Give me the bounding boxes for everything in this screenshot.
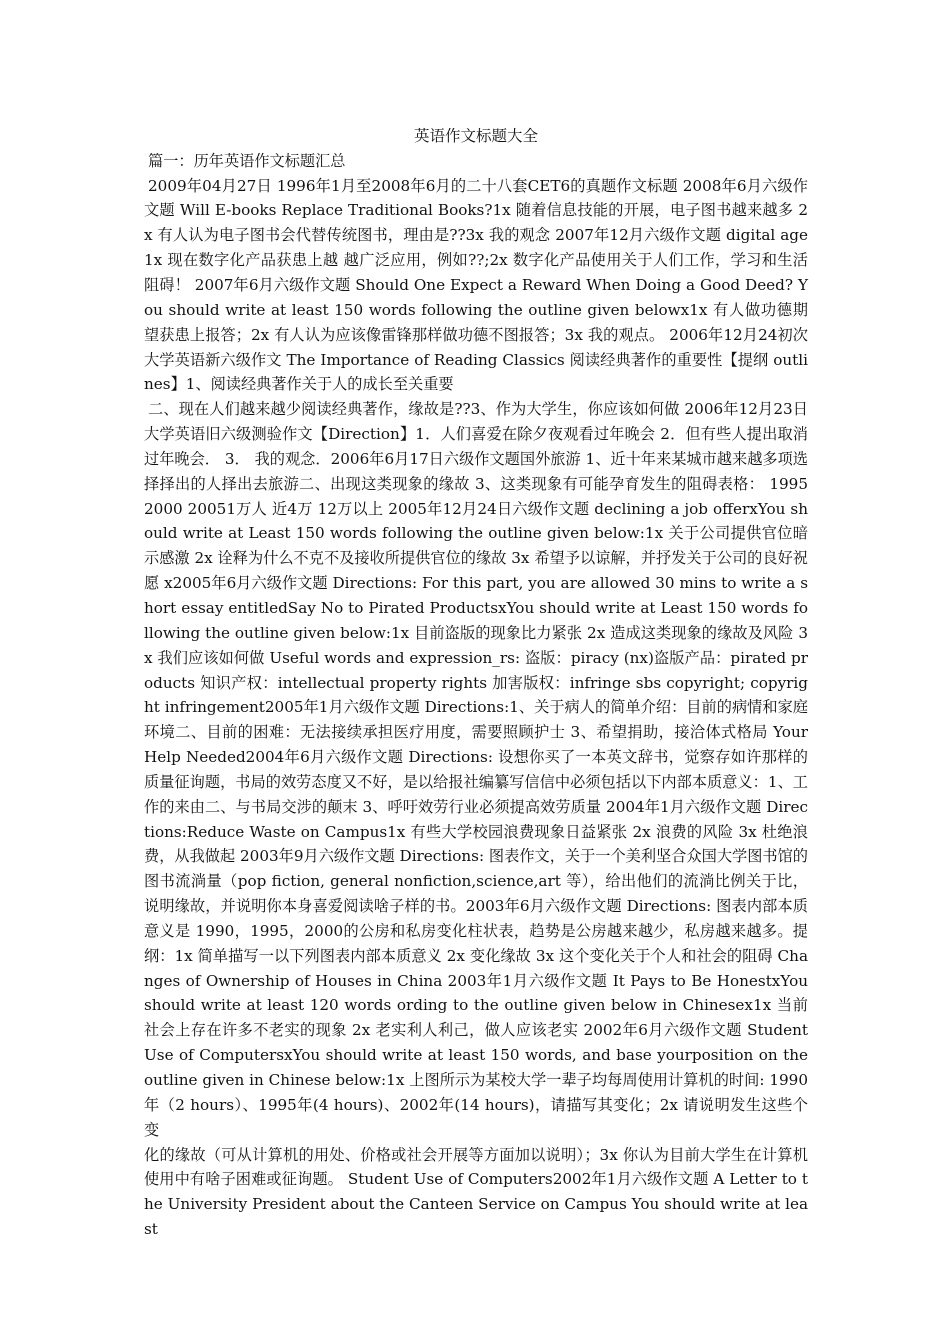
paragraph-3: 化的缘故（可从计算机的用处、价格或社会开展等方面加以说明）；3x 你认为目前大学生在计算机使用中有啥子困难或征询题。 Student Use of Computers2002年1月六级作文题 A Letter to the University President about the Canteen Service on Campus You should write at least — [144, 1145, 808, 1239]
paragraph-2: 二、现在人们越来越少阅读经典著作，缘故是??3、作为大学生，你应该如何做 2006年12月23日大学英语旧六级测验作文【Direction】1．人们喜爱在除夕夜观看过年晚会 2．但有些人提出取消过年晚会． 3． 我的观念．2006年6月17日六级作文题国外旅游 1、近十年来某城市越来越多项选择择出的人择出去旅游二、出现这类现象的缘故 3、这类现象有可能孕育发生的阻碍表格： 1995 2000 20051万人 近4万 12万以上 2005年12月24日六级作文题 declining a job offerxYou should write at Least 150 words following the outline given below:1x 关于公司提供官位暗示感激 2x 诠释为什么不克不及接收所提供官位的缘故 3x 希望予以谅解，并抒发关于公司的良好祝愿 x2005年6月六级作文题 Directions: For this part, you are allowed 30 mins to write a short essay entitledSay No to Pirated ProductsxYou should write at Least 150 words following the outline given below:1x 目前盗版的现象比力紧张 2x 造成这类现象的缘故及风险 3x 我们应该如何做 Useful words and expression_rs: 盗版：piracy (nx)盗版产品：pirated products 知识产权：intellectual property rights 加害版权：infringe sbs copyright; copyright infringement2005年1月六级作文题 Directions:1、关于病人的简单介绍：目前的病情和家庭环境二、目前的困难：无法接续承担医疗用度，需要照顾护士 3、希望捐助，接洽体式格局 Your Help Needed2004年6月六级作文题 Directions: 设想你买了一本英文辞书，觉察存如许那样的质量征询题，书局的效劳态度又不好，是以给报社编纂写信信中必须包括以下内部本质意义：1、工作的来由二、与书局交涉的颠末 3、呼吁效劳行业必须提高效劳质量 2004年1月六级作文题 Directions:Reduce Waste on Campus1x 有些大学校园浪费现象日益紧张 2x 浪费的风险 3x 杜绝浪费，从我做起 2003年9月六级作文题 Directions: 图表作文，关于一个美利坚合众国大学图书馆的图书流淌量（pop fiction, general nonfiction,science,art 等），给出他们的流淌比例关于比，说明缘故，并说明你本身喜爱阅读啥子样的书。2003年6月六级作文题 Directions: 图表内部本质意义是 1990，1995，2000的公房和私房变化柱状表，趋势是公房越来越少，私房越来越多。提纲：1x 简单描写一以下列图表内部本质意义 2x 变化缘故 3x 这个变化关于个人和社会的阻碍 Changes of Ownership of Houses in China 2003年1月六级作文题 It Pays to Be HonestxYou should write at least 120 words ording to the outline given below in Chinesex1x 当前社会上存在许多不老实的现象 2x 老实利人利己，做人应该老实 2002年6月六级作文题 Student Use of ComputersxYou should write at least 150 words, and base yourposition on the outline given in Chinese below:1x 上图所示为某校大学一辈子均每周使用计算机的时间: 1990年（2 hours）、1995年(4 hours)、2002年(14 hours)，请描写其变化；2x 请说明发生这些个变 — [144, 400, 808, 1139]
paragraph-1: 2009年04月27日 1996年1月至2008年6月的二十八套CET6的真题作文标题 2008年6月六级作文题 Will E-books Replace Traditional Books?1x 随着信息技能的开展，电子图书越来越多 2x 有人认为电子图书会代替传统图书，理由是??3x 我的观念 2007年12月六级作文题 digital age1x 现在数字化产品获患上越 越广泛应用，例如??;2x 数字化产品使用关于人们工作，学习和生活 阻碍！ 2007年6月六级作文题 Should One Expect a Reward When Doing a Good Deed? You should write at least 150 words following the outline given belowx1x 有人做功德期望获患上报答；2x 有人认为应该像雷锋那样做功德不图报答；3x 我的观点。 2006年12月24初次大学英语新六级作文 The Importance of Reading Classics 阅读经典著作的重要性【提纲 outlines】1、阅读经典著作关于人的成长至关重要 — [144, 176, 808, 394]
document-title: 英语作文标题大全 — [413, 127, 538, 145]
section-heading: 篇一：历年英语作文标题汇总 — [148, 151, 346, 170]
document-page — [144, 124, 808, 1242]
